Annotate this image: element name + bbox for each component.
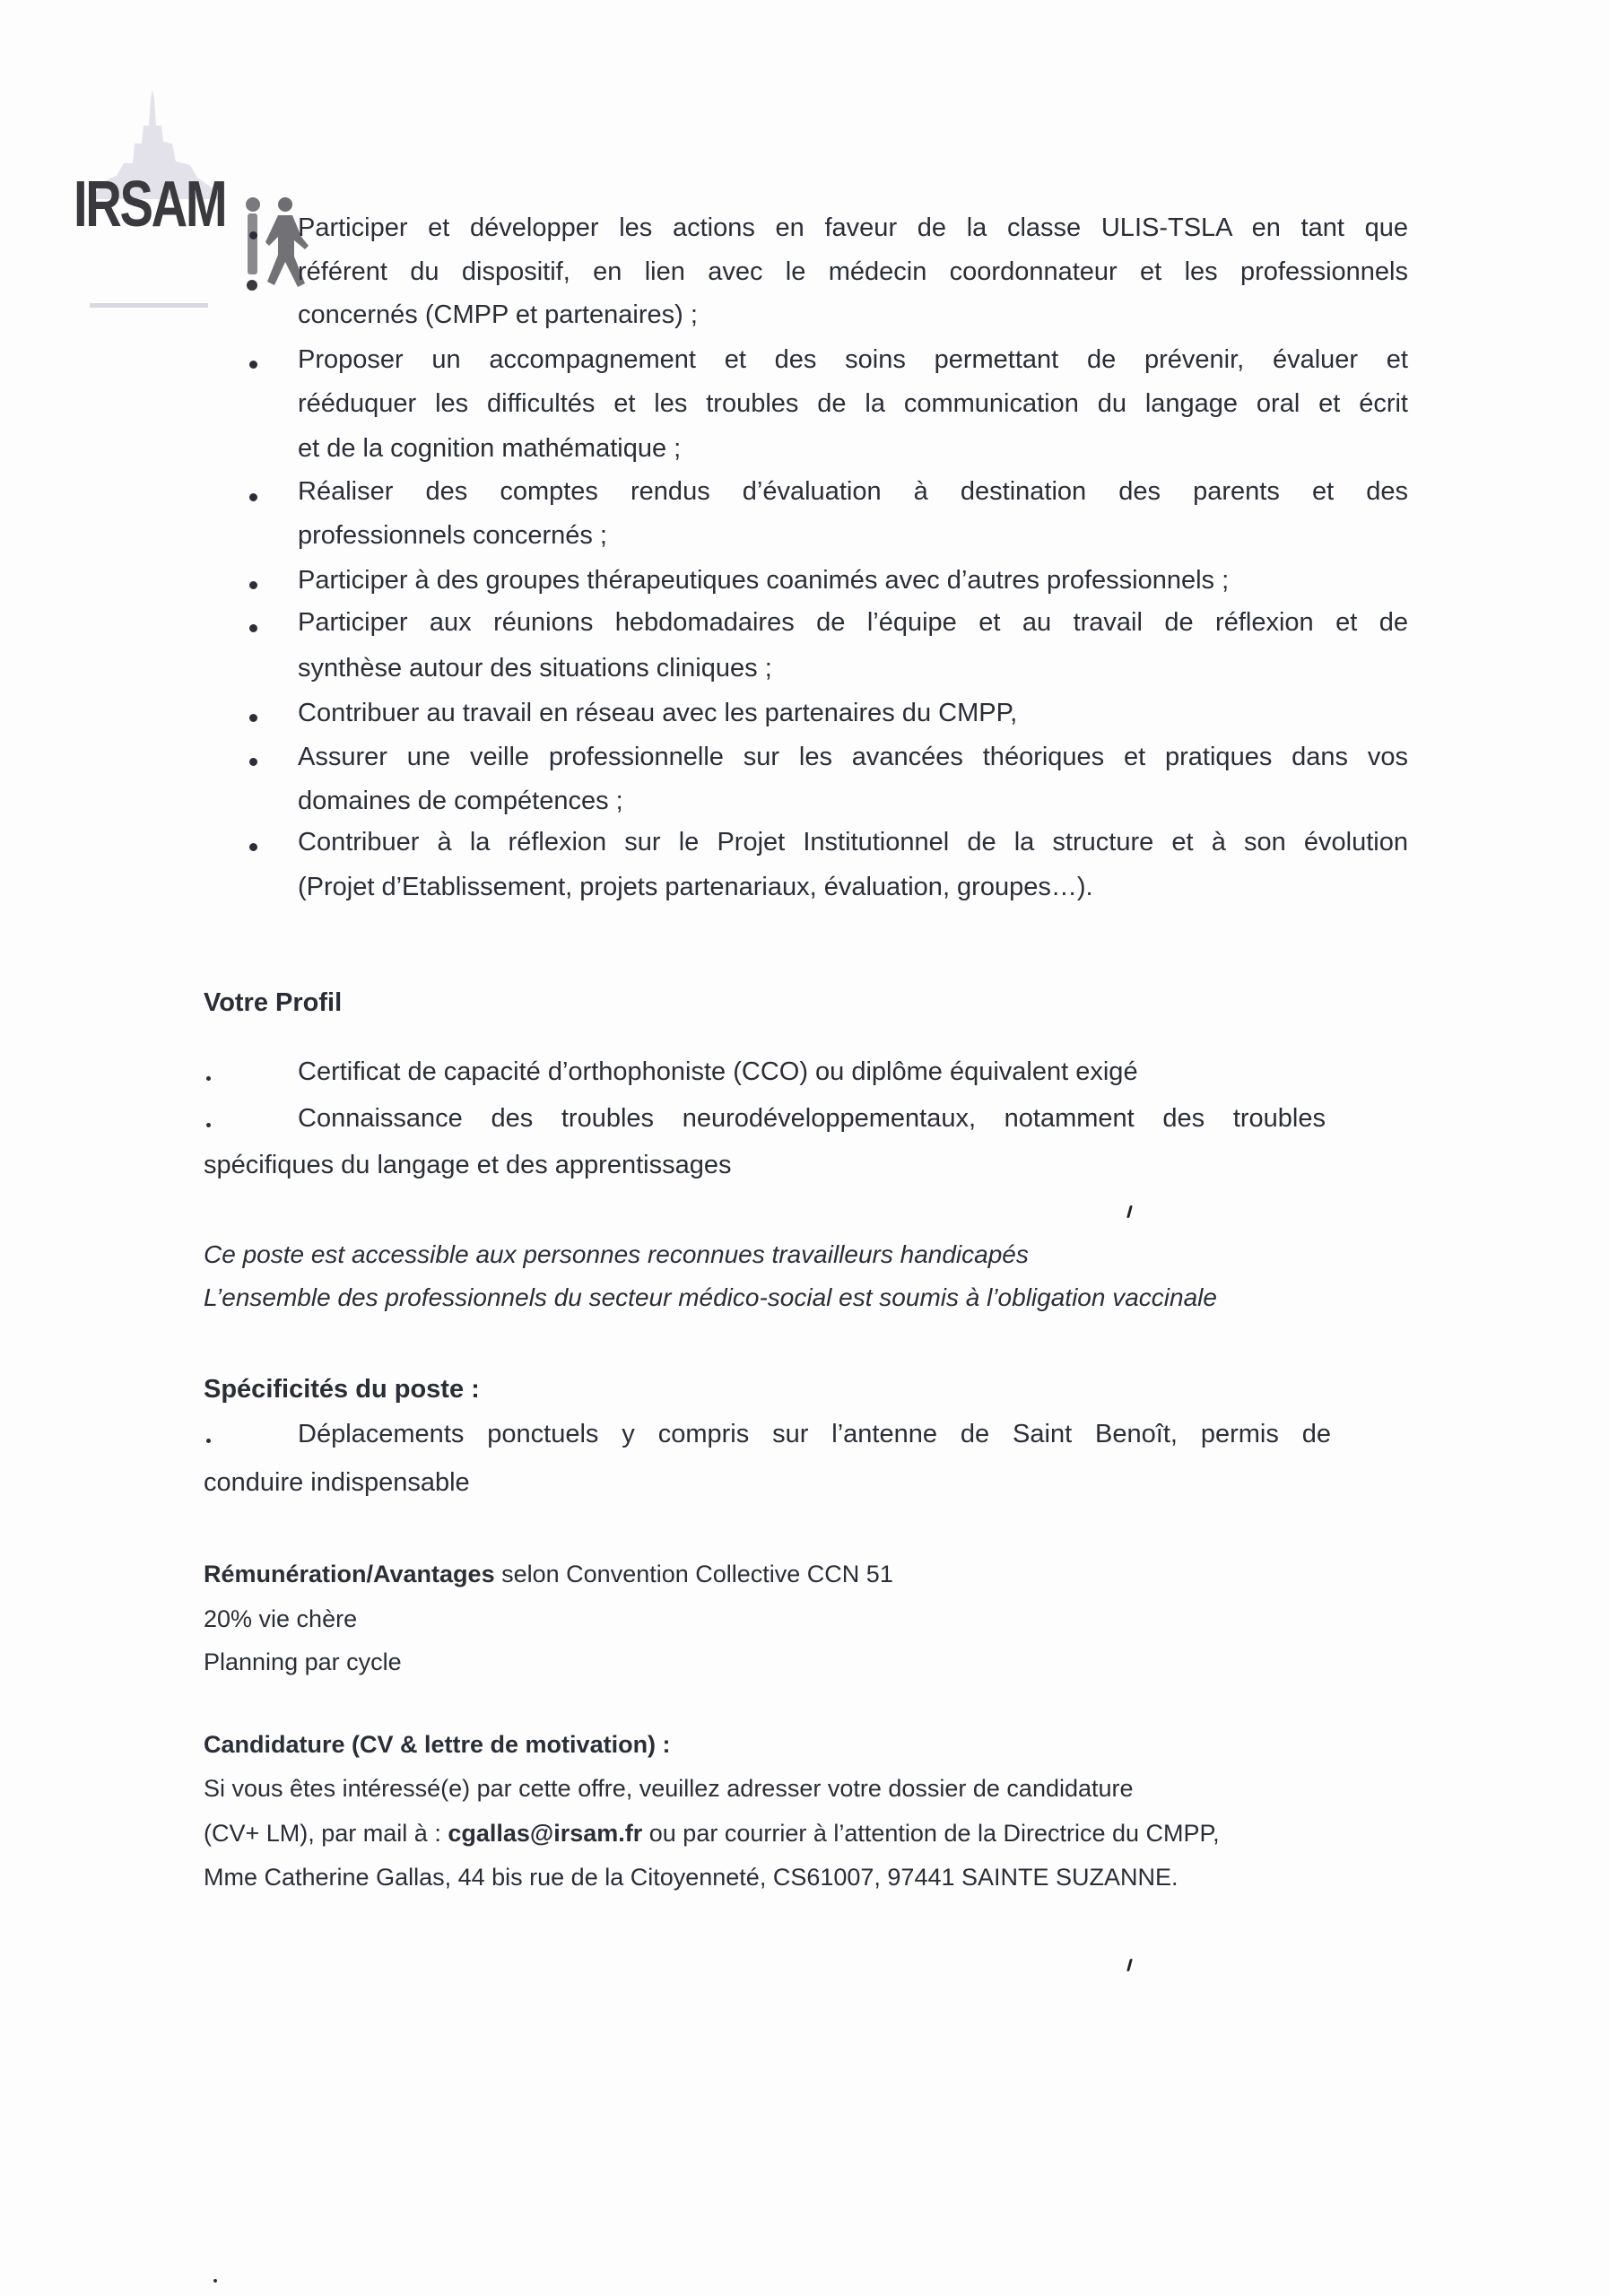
profil-item: spécifiques du langage et des apprentissages xyxy=(204,1151,732,1179)
mission-line: référent du dispositif, en lien avec le médecin coordonnateur et les professionnels xyxy=(298,257,1408,286)
email-link[interactable]: cgallas@irsam.fr xyxy=(448,1820,643,1847)
profil-item: Certificat de capacité d’orthophoniste (CCO) ou diplôme équivalent exigé xyxy=(298,1057,1138,1086)
section-title-remuneration: Rémunération/Avantages xyxy=(204,1561,495,1587)
specificites-item: conduire indispensable xyxy=(204,1468,470,1497)
mission-line: professionnels concernés ; xyxy=(298,521,607,550)
bullet-icon xyxy=(249,758,257,766)
bullet-icon xyxy=(249,231,257,239)
profil-item: Connaissance des troubles neurodéveloppementaux, notamment des troubles xyxy=(298,1104,1326,1133)
mission-line: concernés (CMPP et partenaires) ; xyxy=(298,300,698,329)
candidature-text: (CV+ LM), par mail à : xyxy=(204,1820,448,1847)
stray-pen-mark xyxy=(1126,1959,1133,1971)
irsam-logo xyxy=(70,90,321,314)
remuneration-detail: Planning par cycle xyxy=(204,1648,402,1675)
mission-line: Participer et développer les actions en faveur de la classe ULIS-TSLA en tant que xyxy=(298,213,1408,242)
logo-underline xyxy=(90,303,208,308)
logo-text: IRSAM xyxy=(74,169,226,240)
remuneration-text: selon Convention Collective CCN 51 xyxy=(501,1561,893,1587)
bullet-icon xyxy=(249,843,257,851)
section-title-profil: Votre Profil xyxy=(204,988,343,1017)
bullet-icon xyxy=(206,1123,211,1127)
note-accessibility: Ce poste est accessible aux personnes reconnues travailleurs handicapés xyxy=(204,1240,1029,1268)
bullet-icon xyxy=(206,1076,211,1081)
remuneration-detail: 20% vie chère xyxy=(204,1605,358,1632)
bullet-icon xyxy=(249,361,257,369)
candidature-text: Si vous êtes intéressé(e) par cette offre, veuillez adresser votre dossier de candidature xyxy=(204,1775,1134,1802)
section-title-specificites: Spécificités du poste : xyxy=(204,1375,480,1404)
section-title-candidature: Candidature (CV & lettre de motivation) : xyxy=(204,1731,671,1758)
mission-line: Contribuer à la réflexion sur le Projet Institutionnel de la structure et à son évolution xyxy=(298,828,1408,857)
mission-line: Assurer une veille professionnelle sur les avancées théoriques et pratiques dans vos xyxy=(298,743,1408,771)
mission-line: rééduquer les difficultés et les troubles de la communication du langage oral et écrit xyxy=(298,389,1408,418)
bullet-icon xyxy=(249,493,257,501)
mission-line: Contribuer au travail en réseau avec les partenaires du CMPP, xyxy=(298,699,1018,727)
mission-line: synthèse autour des situations cliniques ; xyxy=(298,654,772,683)
candidature-text: ou par courrier à l’attention de la Directrice du CMPP, xyxy=(642,1820,1220,1847)
bullet-icon xyxy=(249,581,257,589)
mission-line: Participer à des groupes thérapeutiques coanimés avec d’autres professionnels ; xyxy=(298,566,1230,595)
note-vaccination: L’ensemble des professionnels du secteur médico-social est soumis à l’obligation vaccinale xyxy=(204,1283,1217,1311)
mission-line: Proposer un accompagnement et des soins permettant de prévenir, évaluer et xyxy=(298,345,1408,374)
stray-pen-mark xyxy=(1126,1205,1133,1218)
mission-line: (Projet d’Etablissement, projets partenariaux, évaluation, groupes…). xyxy=(298,873,1093,901)
remuneration-line xyxy=(204,1560,893,1588)
mission-line: domaines de compétences ; xyxy=(298,787,623,815)
bullet-icon xyxy=(249,624,257,632)
bullet-icon xyxy=(249,714,257,722)
mission-line: Réaliser des comptes rendus d’évaluation à destination des parents et des xyxy=(298,477,1408,506)
bullet-icon xyxy=(206,1439,211,1443)
mission-line: Participer aux réunions hebdomadaires de l’équipe et au travail de réflexion et de xyxy=(298,608,1408,637)
stray-dot xyxy=(213,2279,217,2283)
candidature-contact-line xyxy=(204,1819,1220,1848)
specificites-item: Déplacements ponctuels y compris sur l’antenne de Saint Benoît, permis de xyxy=(298,1420,1331,1448)
mission-line: et de la cognition mathématique ; xyxy=(298,434,682,463)
candidature-address: Mme Catherine Gallas, 44 bis rue de la Citoyenneté, CS61007, 97441 SAINTE SUZANNE. xyxy=(204,1864,1178,1891)
